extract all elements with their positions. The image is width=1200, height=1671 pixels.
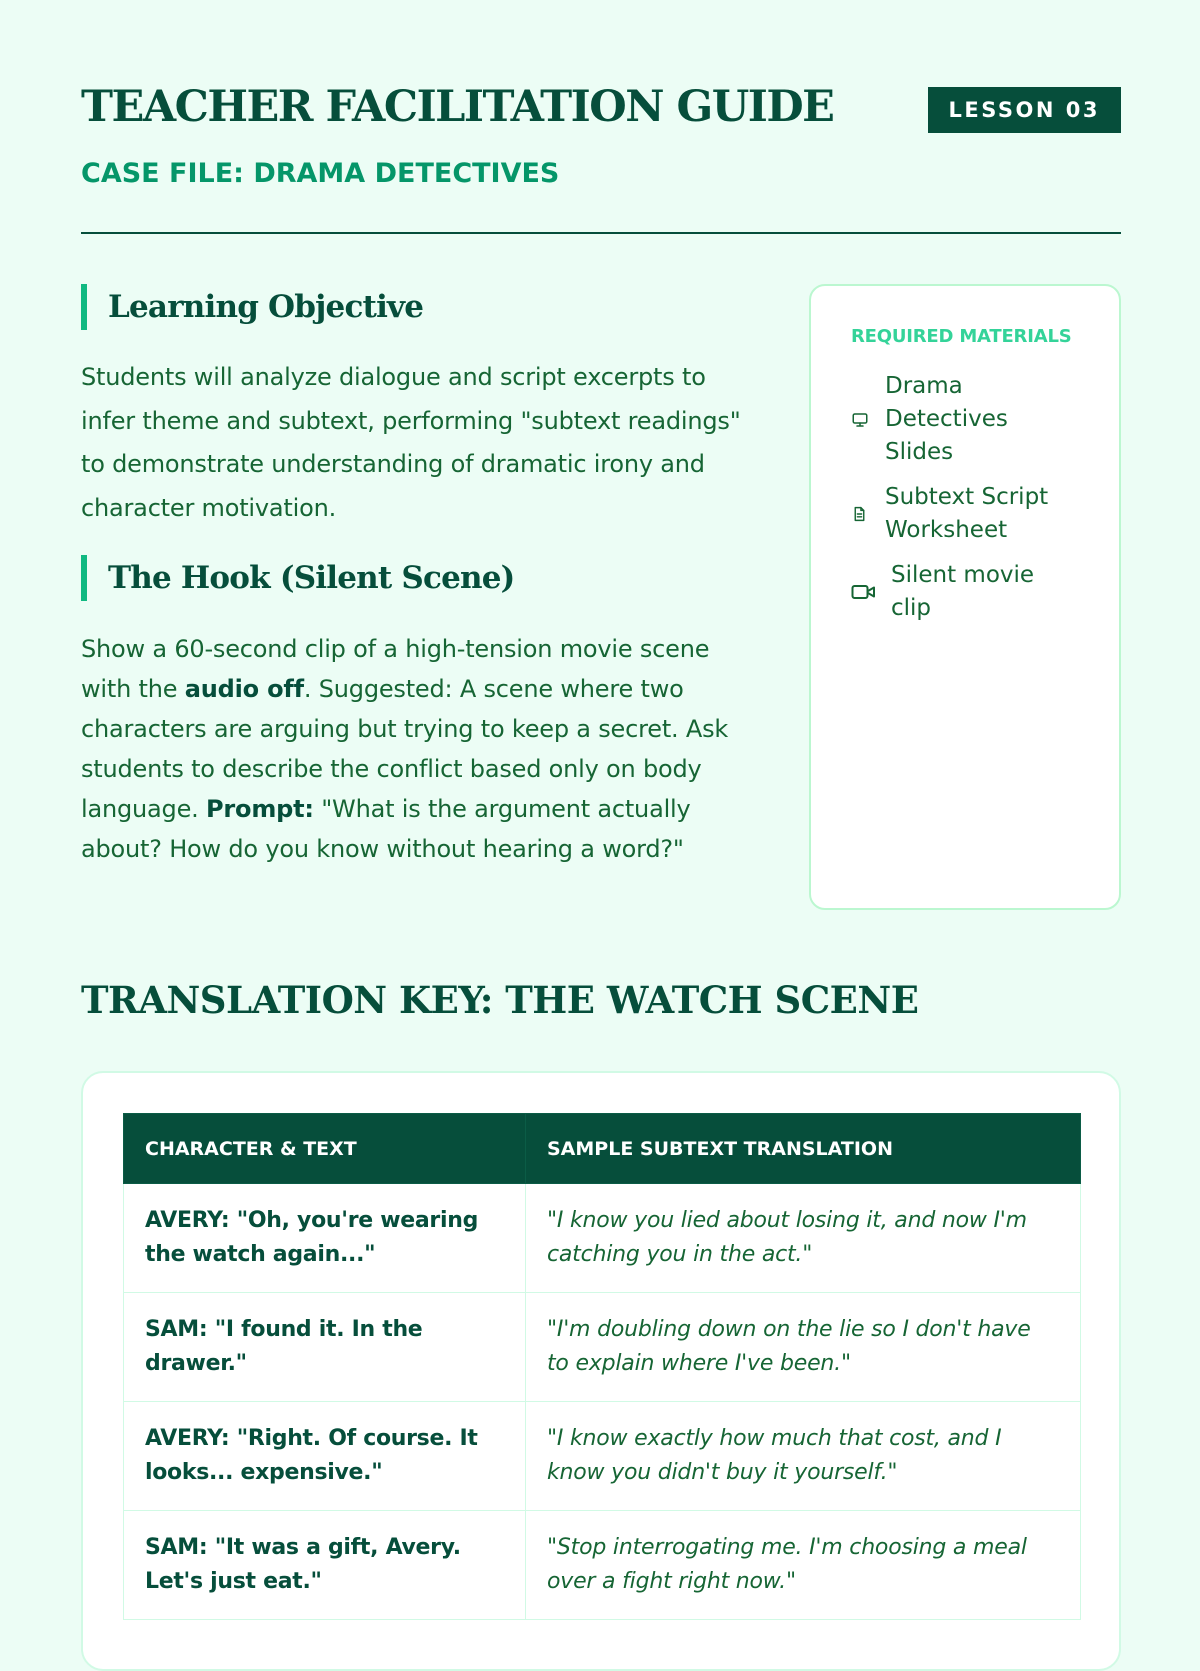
hook-text-part-3: "What is the argument actually about? How do you know without hearing a word?" (81, 795, 691, 863)
column-header-subtext: SAMPLE SUBTEXT TRANSLATION (526, 1114, 1081, 1184)
hook-emphasis-audio-off: audio off (184, 675, 304, 703)
material-item-clip (851, 559, 1079, 625)
materials-card (809, 284, 1121, 910)
main-content (81, 284, 761, 869)
hook-heading: The Hook (Silent Scene) (81, 555, 761, 601)
character-text-cell: SAM: "It was a gift, Avery. Let's just eat." (124, 1511, 526, 1620)
guide-header (81, 0, 1121, 234)
translation-table (123, 1113, 1081, 1620)
monitor-icon (851, 411, 873, 429)
table-row (124, 1293, 1081, 1402)
material-item-slides (851, 370, 1079, 469)
hook-text-part-2: . Suggested: A scene where two characters are arguing but trying to keep a secret. Ask students to describe the conflict based only on body language. (81, 675, 729, 823)
video-camera-icon (851, 583, 879, 601)
materials-label: REQUIRED MATERIALS (851, 326, 1072, 347)
translation-table-card (81, 1071, 1121, 1671)
character-text-cell: AVERY: "Oh, you're wearing the watch again..." (124, 1184, 526, 1293)
page-title: TEACHER FACILITATION GUIDE (81, 82, 834, 132)
subtext-cell: "I'm doubling down on the lie so I don't have to explain where I've been." (526, 1293, 1081, 1402)
document-icon (851, 505, 873, 523)
translation-key-title: TRANSLATION KEY: THE WATCH SCENE (81, 978, 919, 1022)
subtext-cell: "I know exactly how much that cost, and I know you didn't buy it yourself." (526, 1402, 1081, 1511)
objective-text: Students will analyze dialogue and script excerpts to infer theme and subtext, performing "subtext readings" to demonstrate understanding of dramatic irony and character motivation. (81, 363, 741, 522)
hook-text (81, 629, 761, 869)
character-text-cell: SAM: "I found it. In the drawer." (124, 1293, 526, 1402)
lesson-badge: LESSON 03 (928, 87, 1122, 133)
character-text-cell: AVERY: "Right. Of course. It looks... expensive." (124, 1402, 526, 1511)
table-header-row (124, 1114, 1081, 1184)
table-row (124, 1402, 1081, 1511)
page-subtitle: CASE FILE: DRAMA DETECTIVES (81, 158, 560, 189)
material-item-worksheet (851, 481, 1079, 547)
objective-heading: Learning Objective (81, 284, 761, 330)
subtext-cell: "Stop interrogating me. I'm choosing a meal over a fight right now." (526, 1511, 1081, 1620)
table-row (124, 1184, 1081, 1293)
table-row (124, 1511, 1081, 1620)
hook-prompt-label: Prompt: (206, 795, 314, 823)
material-item-label: Drama Detectives Slides (885, 373, 1008, 465)
column-header-character: CHARACTER & TEXT (124, 1114, 526, 1184)
subtext-cell: "I know you lied about losing it, and now I'm catching you in the act." (526, 1184, 1081, 1293)
material-item-label: Subtext Script Worksheet (885, 484, 1049, 543)
facilitation-guide-page (81, 0, 1121, 1594)
material-item-label: Silent movie clip (891, 562, 1035, 621)
hook-text-part-1: Show a 60-second clip of a high-tension movie scene with the (81, 635, 710, 703)
materials-list (851, 370, 1079, 625)
